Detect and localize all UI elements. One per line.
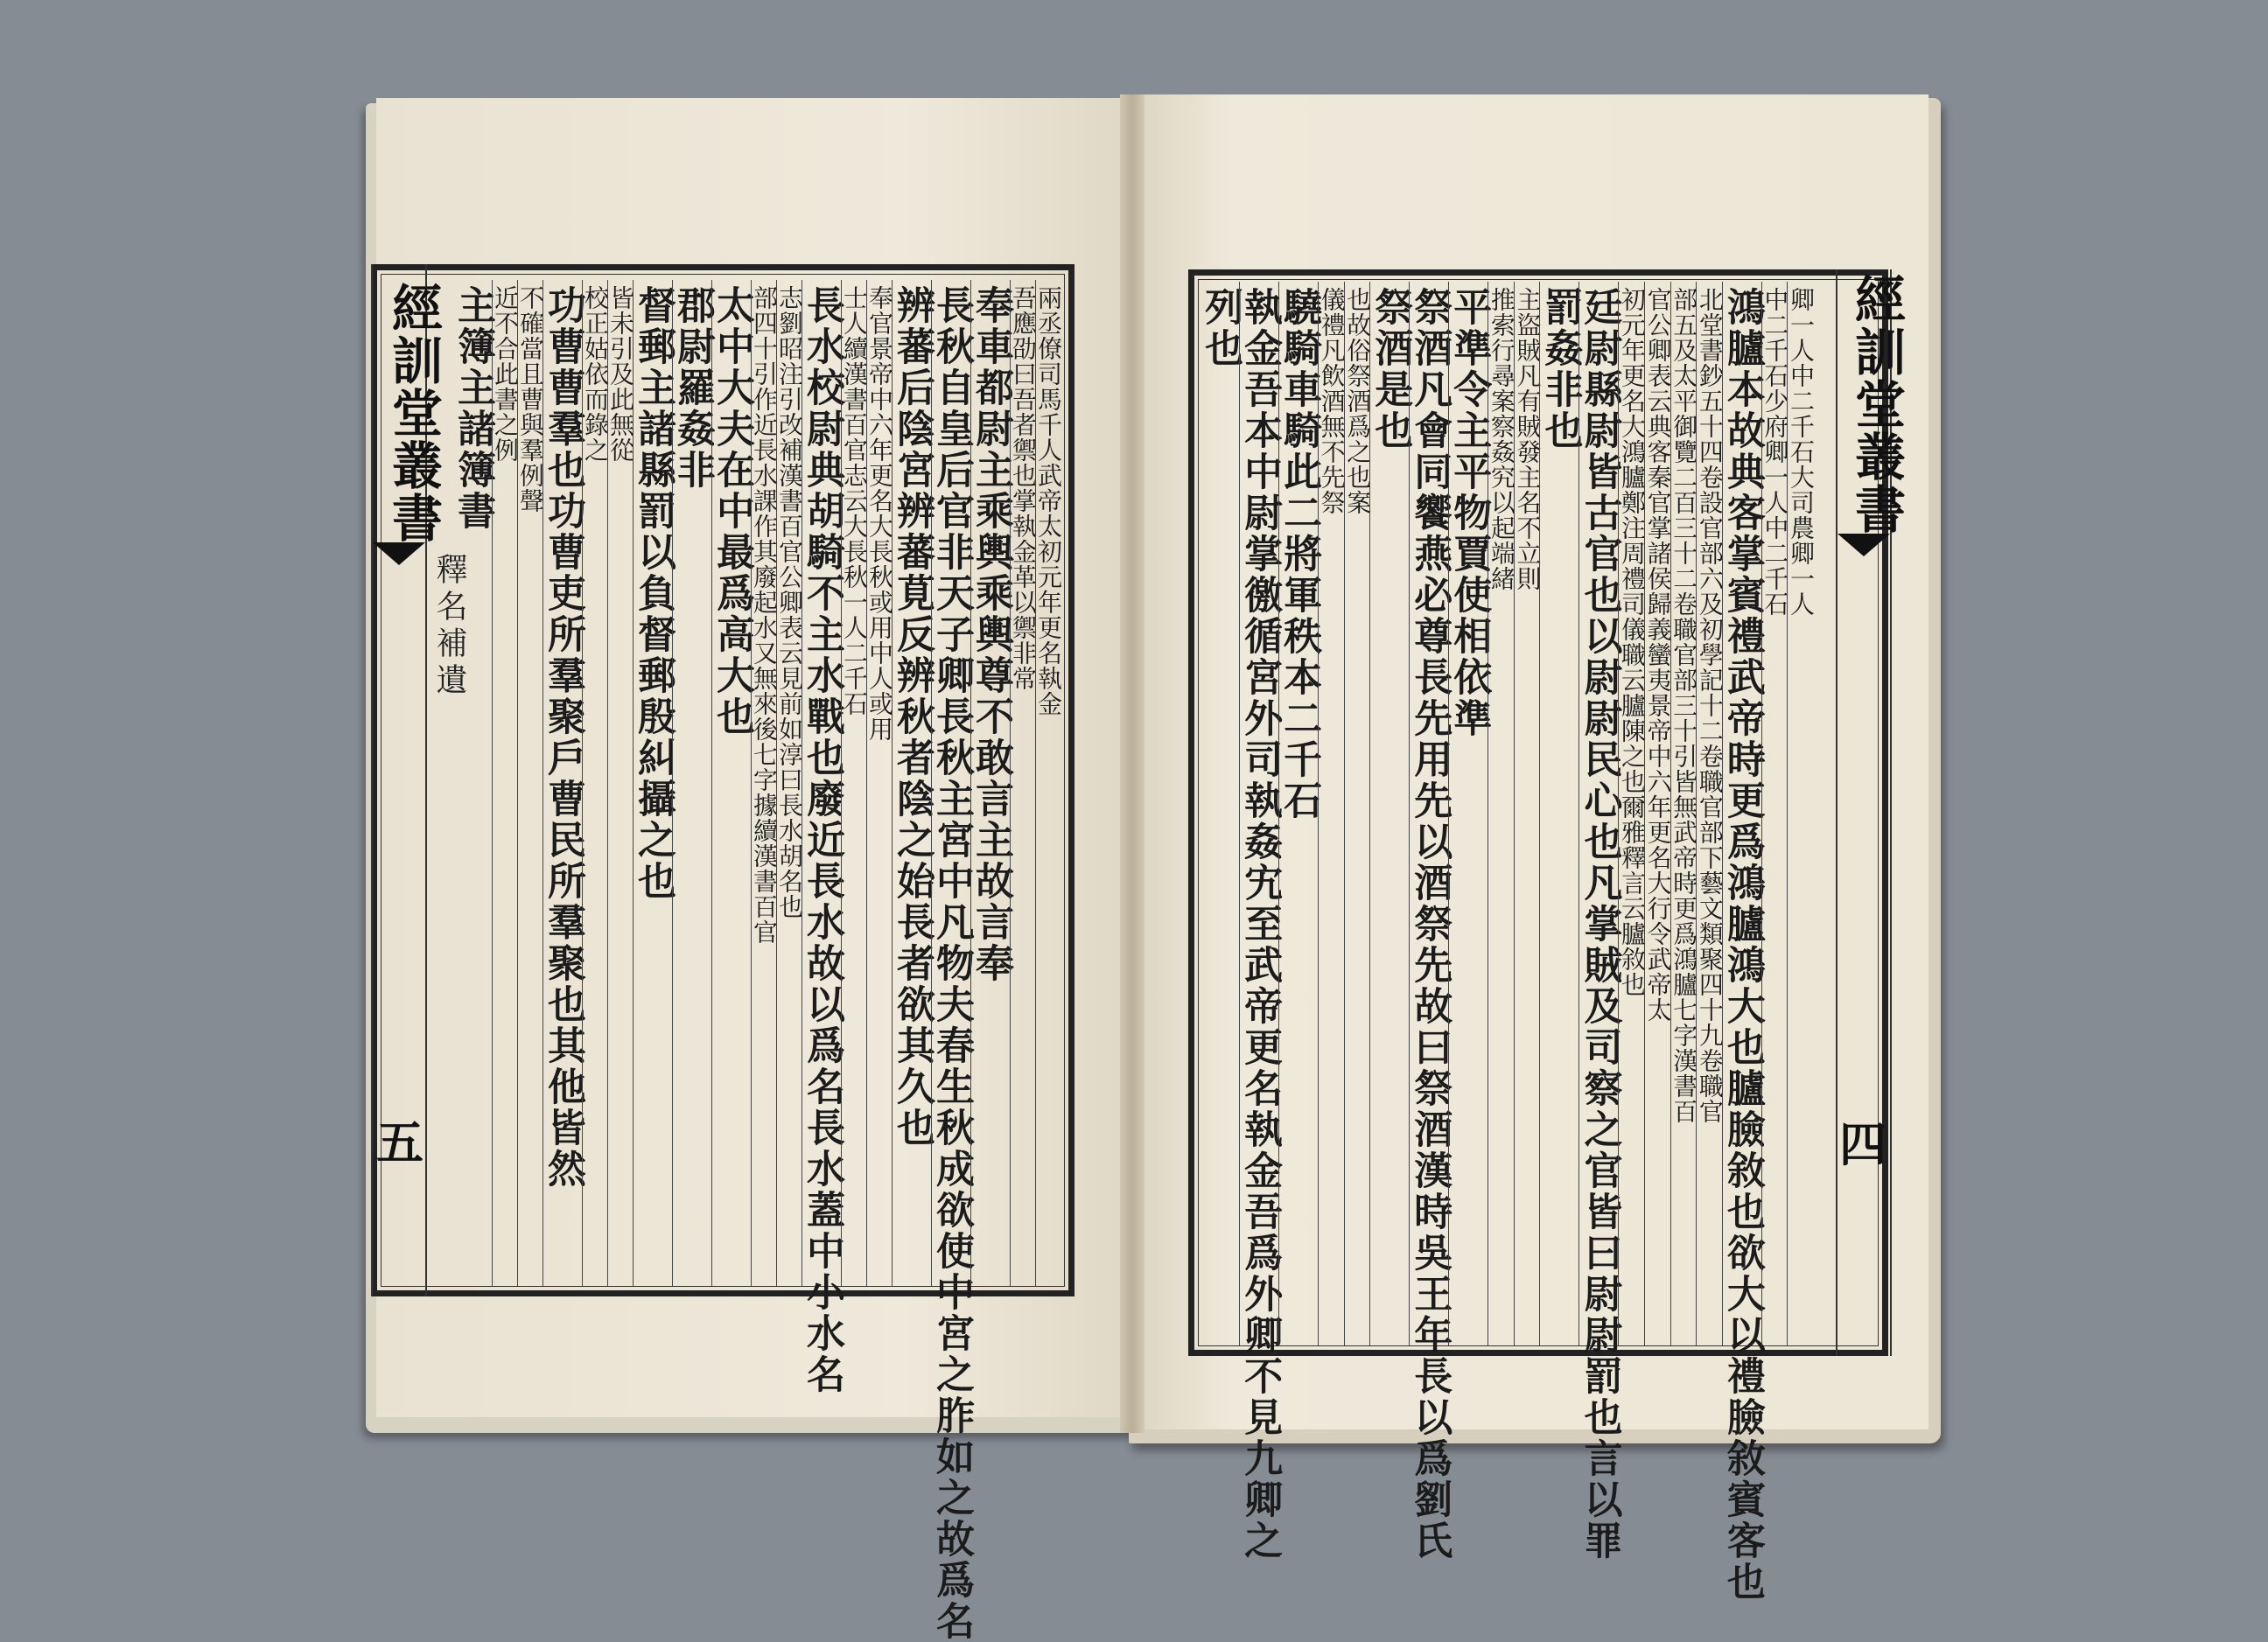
left-folio-number: 五 (376, 1114, 424, 1170)
text-column: 罰姦非也 (1539, 282, 1578, 1345)
right-folio-number: 四 (1839, 1116, 1886, 1172)
text-column: 不確當且曹與羣例聲 (517, 280, 542, 1286)
text-column: 卿一人中二千石大司農卿一人 (1787, 282, 1813, 1345)
text-column: 主簿主諸簿書 (451, 285, 495, 532)
text-column: 儀禮凡飲酒無不先祭 (1318, 282, 1344, 1345)
text-column: 推索行尋案察姦究以起端緒 (1488, 282, 1514, 1345)
text-column: 列也 (1198, 287, 1243, 369)
text-column: 初元年更名大鴻臚鄭注周禮司儀職云臚陳之也爾雅釋言云臚敘也 (1618, 282, 1644, 1345)
text-column: 志劉昭注引改補漢書百官公卿表云見前如淳曰長水胡名也 (776, 280, 802, 1286)
text-column: 部四十引作近長水課作其廢起水又無來後七字據續漢書百官 (751, 280, 776, 1286)
text-column: 北堂書鈔五十四卷設官部六及初學記十二卷職官部下藝文類聚四十九卷職官 (1696, 282, 1722, 1345)
text-column: 執金吾本中尉掌徼循宮外司執姦宄至武帝更名執金吾爲外卿不見九卿之 (1239, 282, 1278, 1345)
text-column: 近不合此書之例 (492, 280, 517, 1286)
text-column: 辨蕃后陰宮辨蕃莧反辨秋者陰之始長者欲其久也 (892, 280, 931, 1286)
text-column: 也故俗祭酒爲之也案 (1344, 282, 1370, 1345)
text-column: 鴻臚本故典客掌賓禮武帝時更爲鴻臚鴻大也臚臉敘也欲大以禮臉敘賓客也 (1722, 282, 1761, 1345)
book-gutter (1120, 94, 1144, 1433)
text-column: 督郵主諸縣罰以負督郵殷糾攝之也 (633, 280, 672, 1286)
fish-tail-ornament (373, 542, 425, 565)
fish-tail-ornament (1838, 534, 1890, 556)
text-column: 郡尉羅姦非 (672, 280, 711, 1286)
left-book-title: 經訓堂叢書 (383, 282, 443, 544)
text-column: 吾應劭曰吾者禦也掌執金革以禦非常 (1010, 280, 1035, 1286)
text-column: 兩丞僚司馬千人武帝太初元年更名執金 (1035, 280, 1060, 1286)
text-column: 祭酒是也 (1369, 282, 1409, 1345)
right-text-columns (1198, 282, 1816, 1603)
text-column: 奉官景帝中六年更名大長秋或用中人或用 (866, 280, 892, 1286)
text-column: 太中大夫在中最爲高大也 (711, 280, 751, 1286)
text-column: 中二千石少府卿一人中二千石 (1761, 282, 1788, 1345)
text-column: 功曹曹羣也功曹吏所羣聚戶曹民所羣聚也其他皆然 (542, 280, 582, 1286)
text-column: 平準令主平物賈使相依準 (1448, 282, 1488, 1345)
text-column: 祭酒凡會同饗燕必尊長先用先以酒祭先故曰祭酒漢時吳王年長以爲劉氏 (1409, 282, 1448, 1345)
text-column: 校正姑依而錄之 (582, 280, 607, 1286)
text-column: 主盜賊凡有賊發主名不立則 (1514, 282, 1540, 1345)
right-book-title: 經訓堂叢書 (1846, 273, 1906, 535)
text-column: 長水校尉典胡騎不主水戰也廢近長水故以爲名長水蓋中小水名 (802, 280, 841, 1286)
text-column: 廷尉縣尉皆古官也以尉尉民心也凡掌賊及司察之官皆曰尉尉罰也言以罪 (1578, 282, 1618, 1345)
text-column: 部五及太平御覽二百三十二卷職官部三十引皆無武帝時更爲鴻臚七字漢書百 (1670, 282, 1697, 1345)
left-chapter-title: 釋名補遺 (431, 553, 467, 700)
left-heading-band (371, 264, 467, 1296)
left-text-columns (451, 280, 1063, 1642)
text-column: 士人續漢書百官志云大長秋一人二千石 (841, 280, 866, 1286)
text-column: 驍騎車騎此二將軍秩本二千石 (1278, 282, 1318, 1345)
text-column: 官公卿表云典客秦官掌諸侯歸義蠻夷景帝中六年更名大行令武帝太 (1644, 282, 1670, 1345)
text-column: 長秋自皇后官非天子卿長秋主宮中凡物夫春生秋成欲使中宮之胙如之故爲名 (931, 280, 970, 1286)
text-column: 奉車都尉主乘輿乘輿尊不敢言主故言奉 (970, 280, 1010, 1286)
text-column: 皆未引及此無從 (607, 280, 633, 1286)
right-heading-band (1836, 269, 1906, 1356)
